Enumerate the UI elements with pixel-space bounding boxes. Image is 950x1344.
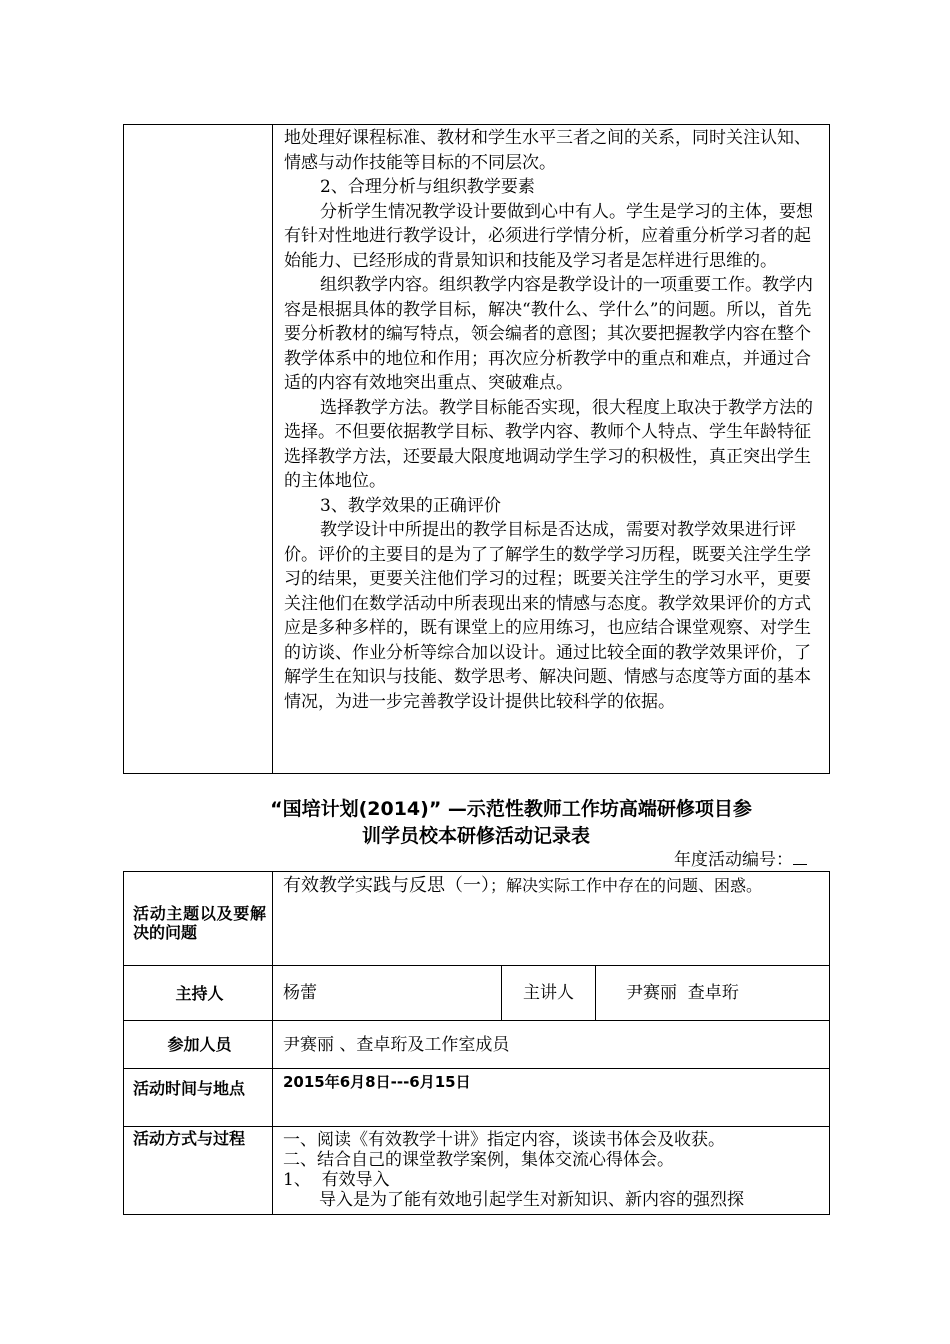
section-heading: 2、合理分析与组织教学要素 [320, 177, 535, 197]
speaker-value-cell [596, 966, 830, 1021]
time-place-label-cell [124, 1069, 273, 1127]
paragraph: 选择教学方法。教学目标能否实现，很大程度上取决于教学方法的选择。不但要依据教学目标、教学内容、教师个人特点、学生年龄特征选择教学方法，还要最大限度地调动学生学习的积极性，真正突出学生的主体地位。 [284, 397, 813, 491]
section-heading: 3、教学效果的正确评价 [320, 495, 501, 516]
participants-value: 尹赛丽 、查卓珩及工作室成员 [283, 1034, 510, 1055]
process-line: 1、 有效导入 [283, 1170, 390, 1190]
document-title [123, 796, 829, 850]
activity-number-blank [793, 848, 807, 865]
activity-number-label: 年度活动编号： [674, 850, 793, 870]
speaker-label-cell [502, 966, 596, 1021]
continuation-paragraphs [273, 125, 829, 716]
host-value-cell [273, 966, 502, 1021]
paragraph: 地处理好课程标准、教材和学生水平三者之间的关系，同时关注认知、情感与动作技能等目标的不同层次。 [284, 128, 811, 173]
theme-row [124, 872, 830, 966]
theme-rest: ；解决实际工作中存在的问题、困惑。 [490, 876, 763, 895]
speaker-label: 主讲人 [523, 983, 574, 1003]
title-line-2: 训学员校本研修活动记录表 [361, 825, 590, 847]
time-place-value: 2015年6月8日---6月15日 [283, 1073, 471, 1091]
process-value-cell [273, 1127, 830, 1215]
host-row [124, 966, 830, 1021]
participants-label: 参加人员 [167, 1035, 232, 1054]
theme-label: 活动主题以及要解决的问题 [133, 903, 266, 942]
title-line-1: “国培计划(2014)” —示范性教师工作坊高端研修项目参 [270, 798, 752, 820]
speaker-value: 尹赛丽 查卓珩 [626, 983, 739, 1003]
participants-label-cell [124, 1021, 273, 1069]
continuation-table [123, 124, 830, 774]
theme-value-cell [273, 872, 830, 966]
process-label-cell [124, 1127, 273, 1215]
time-place-row [124, 1069, 830, 1127]
host-label: 主持人 [175, 983, 224, 1003]
process-line: 二、结合自己的课堂教学案例，集体交流心得体会。 [283, 1150, 674, 1170]
host-value: 杨蕾 [283, 983, 317, 1003]
process-line: 导入是为了能有效地引起学生对新知识、新内容的强烈探 [319, 1190, 744, 1210]
process-label: 活动方式与过程 [133, 1129, 246, 1148]
process-line: 一、阅读《有效教学十讲》指定内容，谈读书体会及收获。 [283, 1130, 725, 1150]
paragraph: 教学设计中所提出的教学目标是否达成，需要对教学效果进行评价。评价的主要目的是为了了解学生的数学学习历程，既要关注学生学习的结果，更要关注他们学习的过程；既要关注学生的学习水平，更要关注他们在数学活动中所表现出来的情感与态度。教学效果评价的方式应是多种多样的，既有课堂上的应用练习，也应结合课堂观察、对学生的访谈、作业分析等综合加以设计。通过比较全面的教学效果评价，了解学生在知识与技能、数学思考、解决问题、情感与态度等方面的基本情况，为进一步完善教学设计提供比较科学的依据。 [284, 520, 811, 712]
activity-record-table [123, 871, 830, 1215]
continuation-text-cell [273, 125, 830, 774]
paragraph: 组织教学内容。组织教学内容是教学设计的一项重要工作。教学内容是根据具体的教学目标，解决“教什么、学什么”的问题。所以，首先要分析教材的编写特点，领会编者的意图；其次要把握教学内容在整个教学体系中的地位和作用；再次应分析教学中的重点和难点，并通过合适的内容有效地突出重点、突破难点。 [284, 275, 813, 393]
time-place-value-cell [273, 1069, 830, 1127]
time-place-label: 活动时间与地点 [133, 1079, 246, 1098]
paragraph: 分析学生情况教学设计要做到心中有人。学生是学习的主体，要想有针对性地进行教学设计，必须进行学情分析，应着重分析学习者的起始能力、已经形成的背景知识和技能及学习者是怎样进行思维的。 [284, 201, 813, 271]
participants-value-cell [273, 1021, 830, 1069]
host-label-cell [124, 966, 273, 1021]
theme-main: 有效教学实践与反思（一） [283, 875, 490, 896]
participants-row [124, 1021, 830, 1069]
continuation-label-cell [124, 125, 273, 774]
activity-number-field [674, 848, 807, 871]
continuation-row [124, 125, 830, 774]
process-row [124, 1127, 830, 1215]
theme-label-cell [124, 872, 273, 966]
